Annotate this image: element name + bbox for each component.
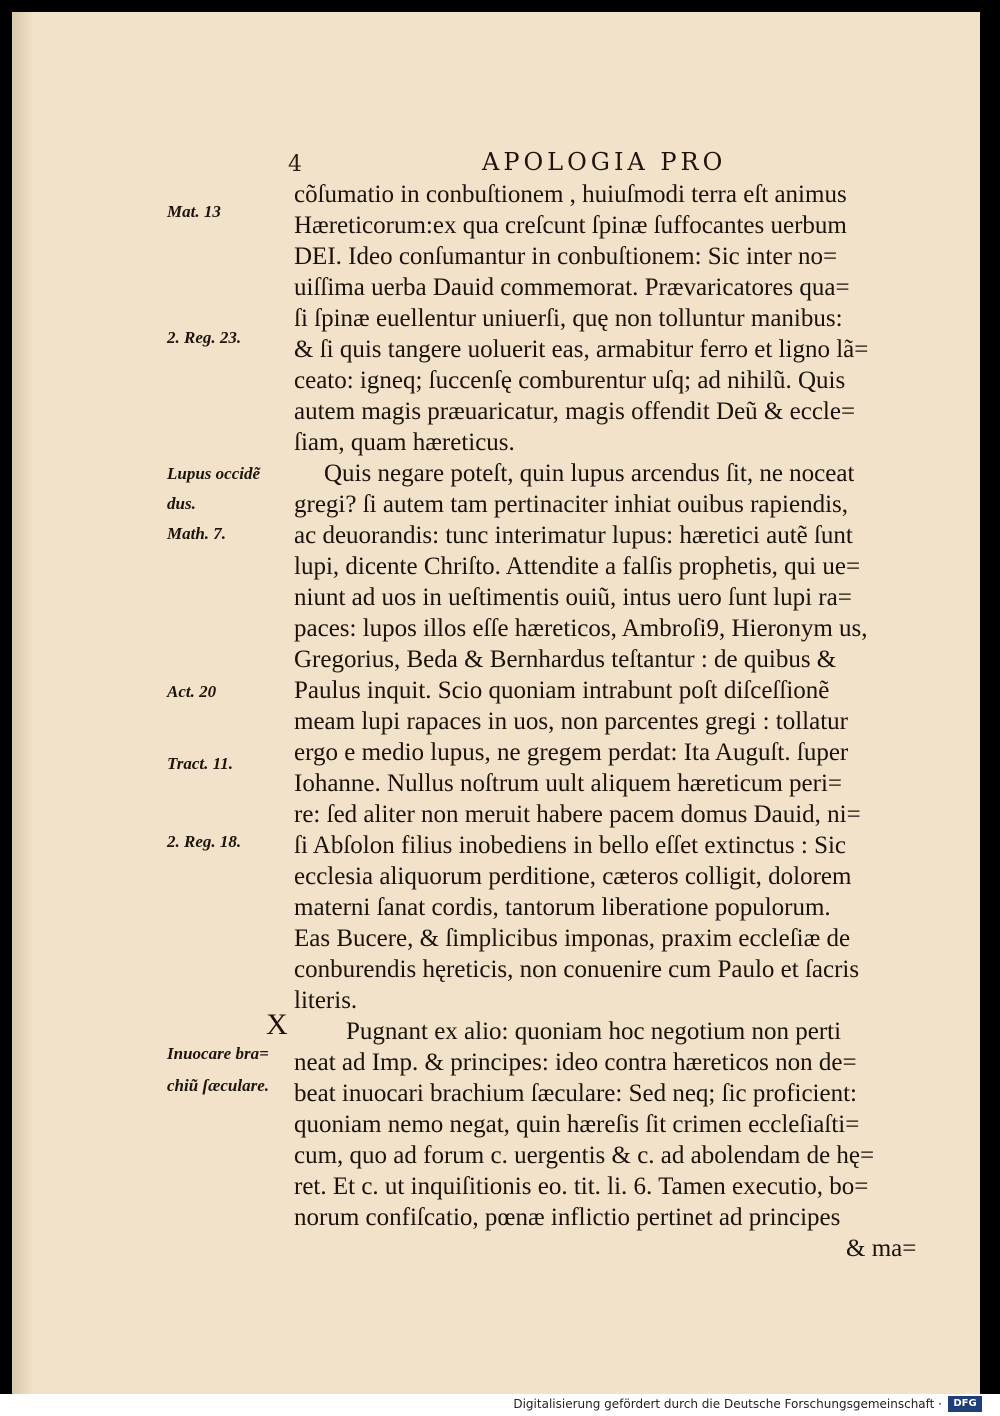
text-line: beat inuocari brachium ſæculare: Sed neq; ſic proficient: bbox=[294, 1080, 857, 1107]
text-line: Pugnant ex alio: quoniam hoc negotium non perti bbox=[346, 1018, 842, 1045]
text-line: cum, quo ad forum c. uergentis & c. ad abolendam de hę= bbox=[294, 1142, 875, 1169]
margin-note: 2. Reg. 23. bbox=[167, 328, 242, 347]
text-line: ac deuorandis: tunc interimatur lupus: hæretici autẽ ſunt bbox=[294, 522, 853, 549]
text-line: re: ſed aliter non meruit habere pacem domus Dauid, ni= bbox=[294, 801, 861, 828]
text-line: meam lupi rapaces in uos, non parcentes gregi : tollatur bbox=[294, 708, 848, 735]
text-line: & ſi quis tangere uoluerit eas, armabitur ferro et ligno lã= bbox=[294, 336, 869, 363]
text-line: Gregorius, Beda & Bernhardus teſtantur : de quibus & bbox=[294, 646, 837, 673]
page-edge-shadow bbox=[12, 12, 34, 1394]
funding-credit: Digitalisierung gefördert durch die Deutsche Forschungsgemeinschaft · bbox=[513, 1397, 942, 1411]
text-line: Iohanne. Nullus noſtrum uult aliquem hæreticum peri= bbox=[294, 770, 843, 797]
margin-note: Act. 20 bbox=[167, 682, 217, 701]
margin-note: 2. Reg. 18. bbox=[167, 832, 242, 851]
text-line: quoniam nemo negat, quin hæreſis ſit crimen eccleſiaſti= bbox=[294, 1111, 860, 1138]
text-line: DEI. Ideo conſumantur in conbuſtionem: Sic inter no= bbox=[294, 243, 838, 270]
text-line: gregi? ſi autem tam pertinaciter inhiat ouibus rapiendis, bbox=[294, 491, 848, 518]
text-line: ſi Abſolon filius inobediens in bello eſſet extinctus : Sic bbox=[294, 832, 847, 859]
book-page bbox=[12, 12, 980, 1394]
text-line: norum confiſcatio, pœnæ inflictio pertinet ad principes bbox=[294, 1204, 841, 1231]
dfg-logo: DFG bbox=[948, 1396, 982, 1412]
catchword: & ma= bbox=[846, 1235, 917, 1262]
text-line: materni ſanat cordis, tantorum liberatione populorum. bbox=[294, 894, 831, 921]
margin-note: Lupus occidẽ bbox=[167, 464, 261, 483]
text-line: Hæreticorum:ex qua creſcunt ſpinæ ſuffocantes uerbum bbox=[294, 212, 847, 239]
running-title: APOLOGIA PRO bbox=[482, 148, 727, 176]
text-line: Paulus inquit. Scio quoniam intrabunt poſt diſceſſionẽ bbox=[294, 677, 830, 704]
text-line: uiſſima uerba Dauid commemorat. Prævaricatores qua= bbox=[294, 274, 850, 301]
text-line: autem magis præuaricatur, magis offendit Deũ & eccle= bbox=[294, 398, 856, 425]
text-line: ecclesia aliquorum perditione, cæteros colligit, dolorem bbox=[294, 863, 852, 890]
text-line: neat ad Imp. & principes: ideo contra hæreticos non de= bbox=[294, 1049, 857, 1076]
text-line: ſiam, quam hæreticus. bbox=[294, 429, 515, 456]
text-line: ret. Et c. ut inquiſitionis eo. tit. li. 6. Tamen executio, bo= bbox=[294, 1173, 869, 1200]
margin-note: dus. bbox=[167, 494, 196, 513]
text-line: ſi ſpinæ euellentur uniuerſi, quę non tolluntur manibus: bbox=[294, 305, 843, 332]
text-line: literis. bbox=[294, 987, 358, 1014]
margin-note: Math. 7. bbox=[167, 524, 227, 543]
text-line: lupi, dicente Chriſto. Attendite a falſis prophetis, qui ue= bbox=[294, 553, 861, 580]
margin-note: Inuocare bra= bbox=[167, 1044, 269, 1063]
footer-bar bbox=[0, 1394, 1000, 1416]
section-marker: X bbox=[266, 1008, 288, 1041]
margin-note: chiũ ſæculare. bbox=[167, 1076, 269, 1095]
margin-note: Mat. 13 bbox=[167, 202, 221, 221]
text-line: niunt ad uos in ueſtimentis ouiũ, intus uero ſunt lupi ra= bbox=[294, 584, 852, 611]
text-line: cõſumatio in conbuſtionem , huiuſmodi terra eſt animus bbox=[294, 181, 847, 208]
text-line: conburendis hęreticis, non conuenire cum Paulo et ſacris bbox=[294, 956, 860, 983]
text-line: Quis negare poteſt, quin lupus arcendus ſit, ne noceat bbox=[324, 460, 855, 487]
page-number: 4 bbox=[288, 152, 302, 177]
text-line: paces: lupos illos eſſe hæreticos, Ambroſi9, Hieronym us, bbox=[294, 615, 868, 642]
text-line: ceato: igneq; ſuccenſę comburentur uſq; ad nihilũ. Quis bbox=[294, 367, 846, 394]
text-line: Eas Bucere, & ſimplicibus imponas, praxim eccleſiæ de bbox=[294, 925, 851, 952]
text-line: ergo e medio lupus, ne gregem perdat: Ita Auguſt. ſuper bbox=[294, 739, 849, 766]
margin-note: Tract. 11. bbox=[167, 754, 233, 773]
